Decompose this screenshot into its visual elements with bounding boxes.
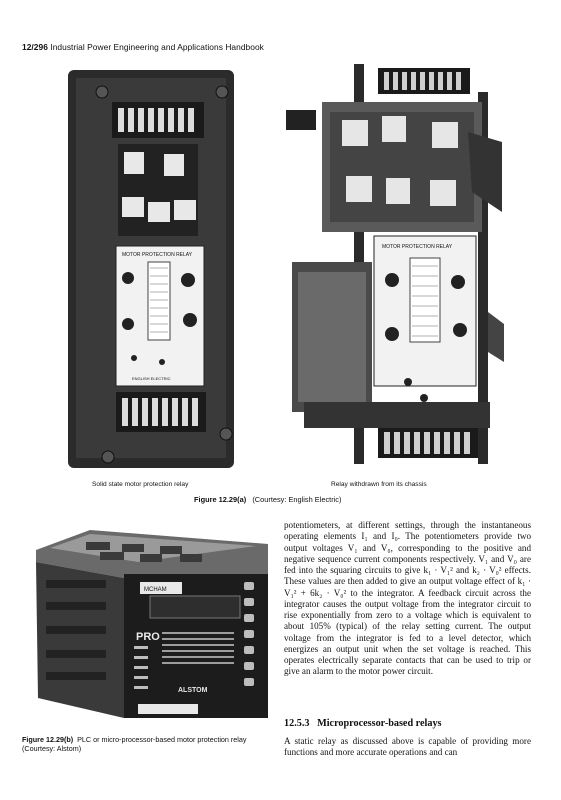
withdrawn-relay-photo	[282, 62, 510, 474]
figure-a-right-label: Relay withdrawn from its chassis	[331, 481, 427, 488]
figure-b-caption-text: PLC or micro-processor-based motor protection relay (Courtesy: Alstom)	[22, 735, 247, 753]
relay-title-label: MOTOR PROTECTION RELAY	[122, 252, 193, 258]
page-number: 12/296	[22, 42, 48, 52]
section-title: Microprocessor-based relays	[317, 718, 442, 729]
svg-text:MOTOR PROTECTION RELAY: MOTOR PROTECTION RELAY	[382, 244, 453, 250]
maker-label: ENGLISH ELECTRIC	[132, 376, 171, 381]
figure-a-left-label: Solid state motor protection relay	[92, 481, 189, 488]
section-heading	[284, 718, 442, 729]
figure-a-caption	[194, 495, 341, 504]
section-number: 12.5.3	[284, 718, 310, 729]
solid-state-relay-photo	[62, 62, 240, 474]
figure-b-caption	[22, 735, 272, 753]
book-title: Industrial Power Engineering and Applications Handbook	[50, 42, 264, 52]
figure-b-caption-label: Figure 12.29(b)	[22, 735, 74, 744]
body-paragraph: potentiometers, at different settings, through the instantaneous operating elements I₁ and I₀. The potentiometers provide two output voltages V₁ and V₀, corresponding to the positive and negative sequence current components respectively. V₁ and V₀ are fed into the squaring circuits to give k₁ · V₁² and k₂ · V₀² effects. These values are then added to give an output voltage effect of k₁ · V₁² + 6k₂ · V₀² to the integrator. A feedback circuit across the integrator causes the output voltage from the integrator circuit to rise exponentially from zero to a voltage which is equivalent to about 105% (typical) of the relay setting current. The output voltage from the integrator is fed to a level detector, which energizes an output unit when the set voltage is reached. This operates electrically separate contacts that can be used to trip or give an alarm to the motor power circuit.	[284, 520, 531, 677]
figure-a-caption-label: Figure 12.29(a)	[194, 495, 247, 504]
plc-brand-label: ALSTOM	[178, 687, 208, 694]
running-header	[22, 42, 264, 52]
plc-model-label: PRO	[136, 631, 160, 643]
figure-a-caption-text: (Courtesy: English Electric)	[252, 495, 342, 504]
section-paragraph: A static relay as discussed above is capable of providing more functions and more accurate operations and can	[284, 736, 531, 758]
plc-relay-photo	[30, 522, 270, 722]
plc-tag-label: MCHAM	[144, 587, 167, 593]
